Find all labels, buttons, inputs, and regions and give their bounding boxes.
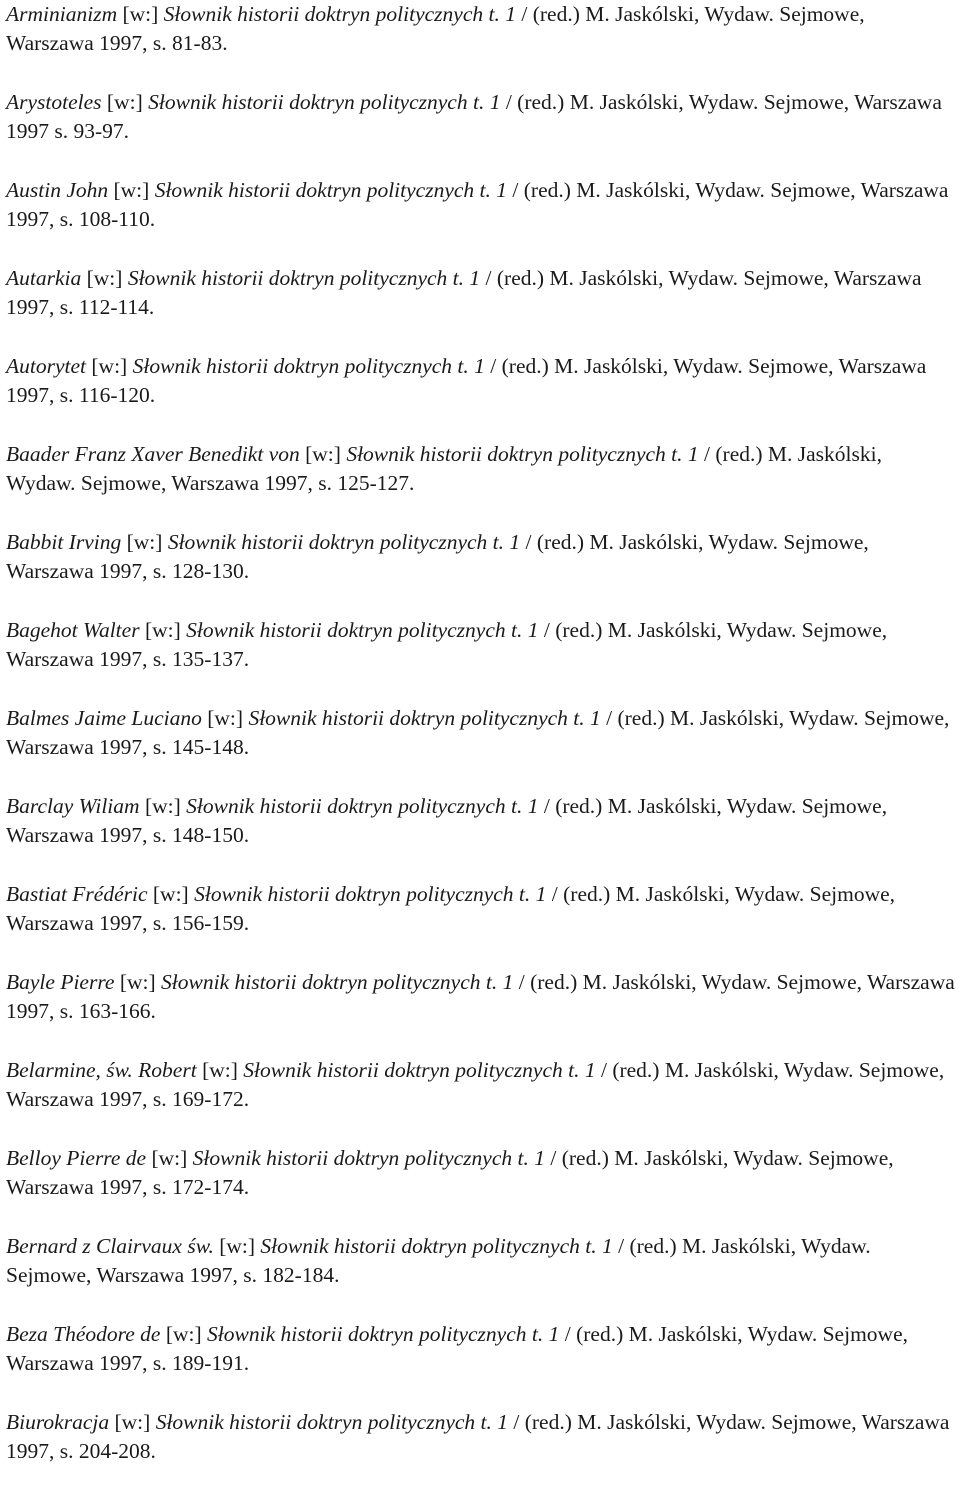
entry-book-title: Słownik historii doktryn politycznych t. 1: [186, 794, 539, 818]
entry-book-title: Słownik historii doktryn politycznych t. 1: [155, 1410, 509, 1434]
entry-prefix: [w:]: [101, 90, 149, 114]
entry-title: Balmes Jaime Luciano: [6, 706, 202, 730]
entry-publication: / (red.) M. Jaskólski, Wydaw. Sejmowe, Warszawa 1997, s. 116-120.: [6, 354, 927, 407]
entry-prefix: [w:]: [196, 1058, 244, 1082]
entry-prefix: [w:]: [139, 618, 187, 642]
entry-title: Bagehot Walter: [6, 618, 140, 642]
bibliography-entry: [6, 1232, 956, 1290]
entry-prefix: [w:]: [146, 1146, 193, 1170]
entry-book-title: Słownik historii doktryn politycznych t. 1: [167, 530, 521, 554]
bibliography-entry: [6, 880, 956, 938]
bibliography-entry: [6, 616, 956, 674]
entry-book-title: Słownik historii doktryn politycznych t. 1: [243, 1058, 596, 1082]
entry-title: Beza Théodore de: [6, 1322, 161, 1346]
entry-book-title: Słownik historii doktryn politycznych t. 1: [154, 178, 508, 202]
entry-publication: / (red.) M. Jaskólski, Wydaw. Sejmowe, Warszawa 1997, s. 163-166.: [6, 970, 955, 1023]
entry-book-title: Słownik historii doktryn politycznych t. 1: [248, 706, 601, 730]
entry-publication: / (red.) M. Jaskólski, Wydaw. Sejmowe, Warszawa 1997, s. 172-174.: [6, 1146, 894, 1199]
entry-publication: / (red.) M. Jaskólski, Wydaw. Sejmowe, Warszawa 1997, s. 135-137.: [6, 618, 888, 671]
bibliography-entry: [6, 264, 956, 322]
entry-publication: / (red.) M. Jaskólski, Wydaw. Sejmowe, Warszawa 1997, s. 169-172.: [6, 1058, 945, 1111]
bibliography-entry: [6, 440, 956, 498]
entry-title: Belloy Pierre de: [6, 1146, 147, 1170]
entry-prefix: [w:]: [108, 178, 155, 202]
entry-prefix: [w:]: [299, 442, 347, 466]
entry-title: Arystoteles: [6, 90, 102, 114]
entry-title: Bayle Pierre: [6, 970, 115, 994]
entry-publication: / (red.) M. Jaskólski, Wydaw. Sejmowe, Warszawa 1997, s. 125-127.: [6, 442, 882, 495]
bibliography-entry: [6, 88, 956, 146]
entry-title: Bastiat Frédéric: [6, 882, 148, 906]
entry-title: Barclay Wiliam: [6, 794, 140, 818]
entry-book-title: Słownik historii doktryn politycznych t. 1: [132, 354, 485, 378]
entry-book-title: Słownik historii doktryn politycznych t. 1: [163, 2, 516, 26]
entry-prefix: [w:]: [139, 794, 187, 818]
entry-prefix: [w:]: [121, 530, 168, 554]
entry-prefix: [w:]: [109, 1410, 156, 1434]
entry-publication: / (red.) M. Jaskólski, Wydaw. Sejmowe, Warszawa 1997, s. 128-130.: [6, 530, 869, 583]
entry-title: Belarmine, św. Robert: [6, 1058, 197, 1082]
entry-title: Biurokracja: [6, 1410, 110, 1434]
entry-prefix: [w:]: [201, 706, 249, 730]
entry-publication: / (red.) M. Jaskólski, Wydaw. Sejmowe, Warszawa 1997, s. 112-114.: [6, 266, 922, 319]
bibliography-entry: [6, 176, 956, 234]
entry-book-title: Słownik historii doktryn politycznych t. 1: [186, 618, 539, 642]
entry-prefix: [w:]: [117, 2, 164, 26]
entry-title: Arminianizm: [6, 2, 118, 26]
entry-publication: / (red.) M. Jaskólski, Wydaw. Sejmowe, Warszawa 1997, s. 182-184.: [6, 1234, 871, 1287]
entry-prefix: [w:]: [160, 1322, 208, 1346]
entry-publication: / (red.) M. Jaskólski, Wydaw. Sejmowe, Warszawa 1997, s. 148-150.: [6, 794, 888, 847]
entry-prefix: [w:]: [213, 1234, 261, 1258]
entry-title: Babbit Irving: [6, 530, 122, 554]
bibliography-entry: [6, 1144, 956, 1202]
entry-title: Bernard z Clairvaux św.: [6, 1234, 214, 1258]
entry-book-title: Słownik historii doktryn politycznych t. 1: [346, 442, 699, 466]
bibliography-list: [6, 0, 956, 1496]
entry-book-title: Słownik historii doktryn politycznych t. 1: [207, 1322, 560, 1346]
entry-publication: / (red.) M. Jaskólski, Wydaw. Sejmowe, Warszawa 1997, s. 204-208.: [6, 1410, 950, 1463]
entry-prefix: [w:]: [86, 354, 133, 378]
entry-publication: / (red.) M. Jaskólski, Wydaw. Sejmowe, Warszawa 1997, s. 156-159.: [6, 882, 896, 935]
entry-title: Autorytet: [6, 354, 87, 378]
bibliography-entry: [6, 704, 956, 762]
entry-book-title: Słownik historii doktryn politycznych t. 1: [161, 970, 514, 994]
entry-publication: / (red.) M. Jaskólski, Wydaw. Sejmowe, Warszawa 1997, s. 189-191.: [6, 1322, 908, 1375]
entry-publication: / (red.) M. Jaskólski, Wydaw. Sejmowe, Warszawa 1997, s. 108-110.: [6, 178, 949, 231]
entry-book-title: Słownik historii doktryn politycznych t. 1: [127, 266, 481, 290]
bibliography-entry: [6, 1408, 956, 1466]
bibliography-entry: [6, 1056, 956, 1114]
entry-prefix: [w:]: [114, 970, 162, 994]
entry-publication: / (red.) M. Jaskólski, Wydaw. Sejmowe, Warszawa 1997, s. 81-83.: [6, 2, 865, 55]
bibliography-entry: [6, 0, 956, 58]
bibliography-entry: [6, 1320, 956, 1378]
entry-title: Baader Franz Xaver Benedikt von: [6, 442, 300, 466]
entry-title: Austin John: [6, 178, 109, 202]
entry-book-title: Słownik historii doktryn politycznych t. 1: [148, 90, 501, 114]
bibliography-entry: [6, 352, 956, 410]
bibliography-entry: [6, 528, 956, 586]
entry-book-title: Słownik historii doktryn politycznych t. 1: [260, 1234, 613, 1258]
entry-publication: / (red.) M. Jaskólski, Wydaw. Sejmowe, Warszawa 1997 s. 93-97.: [6, 90, 942, 143]
entry-book-title: Słownik historii doktryn politycznych t. 1: [192, 1146, 545, 1170]
entry-title: Autarkia: [6, 266, 82, 290]
entry-prefix: [w:]: [147, 882, 195, 906]
bibliography-entry: [6, 968, 956, 1026]
bibliography-entry: [6, 792, 956, 850]
entry-book-title: Słownik historii doktryn politycznych t. 1: [194, 882, 547, 906]
entry-publication: / (red.) M. Jaskólski, Wydaw. Sejmowe, Warszawa 1997, s. 145-148.: [6, 706, 950, 759]
entry-prefix: [w:]: [81, 266, 128, 290]
